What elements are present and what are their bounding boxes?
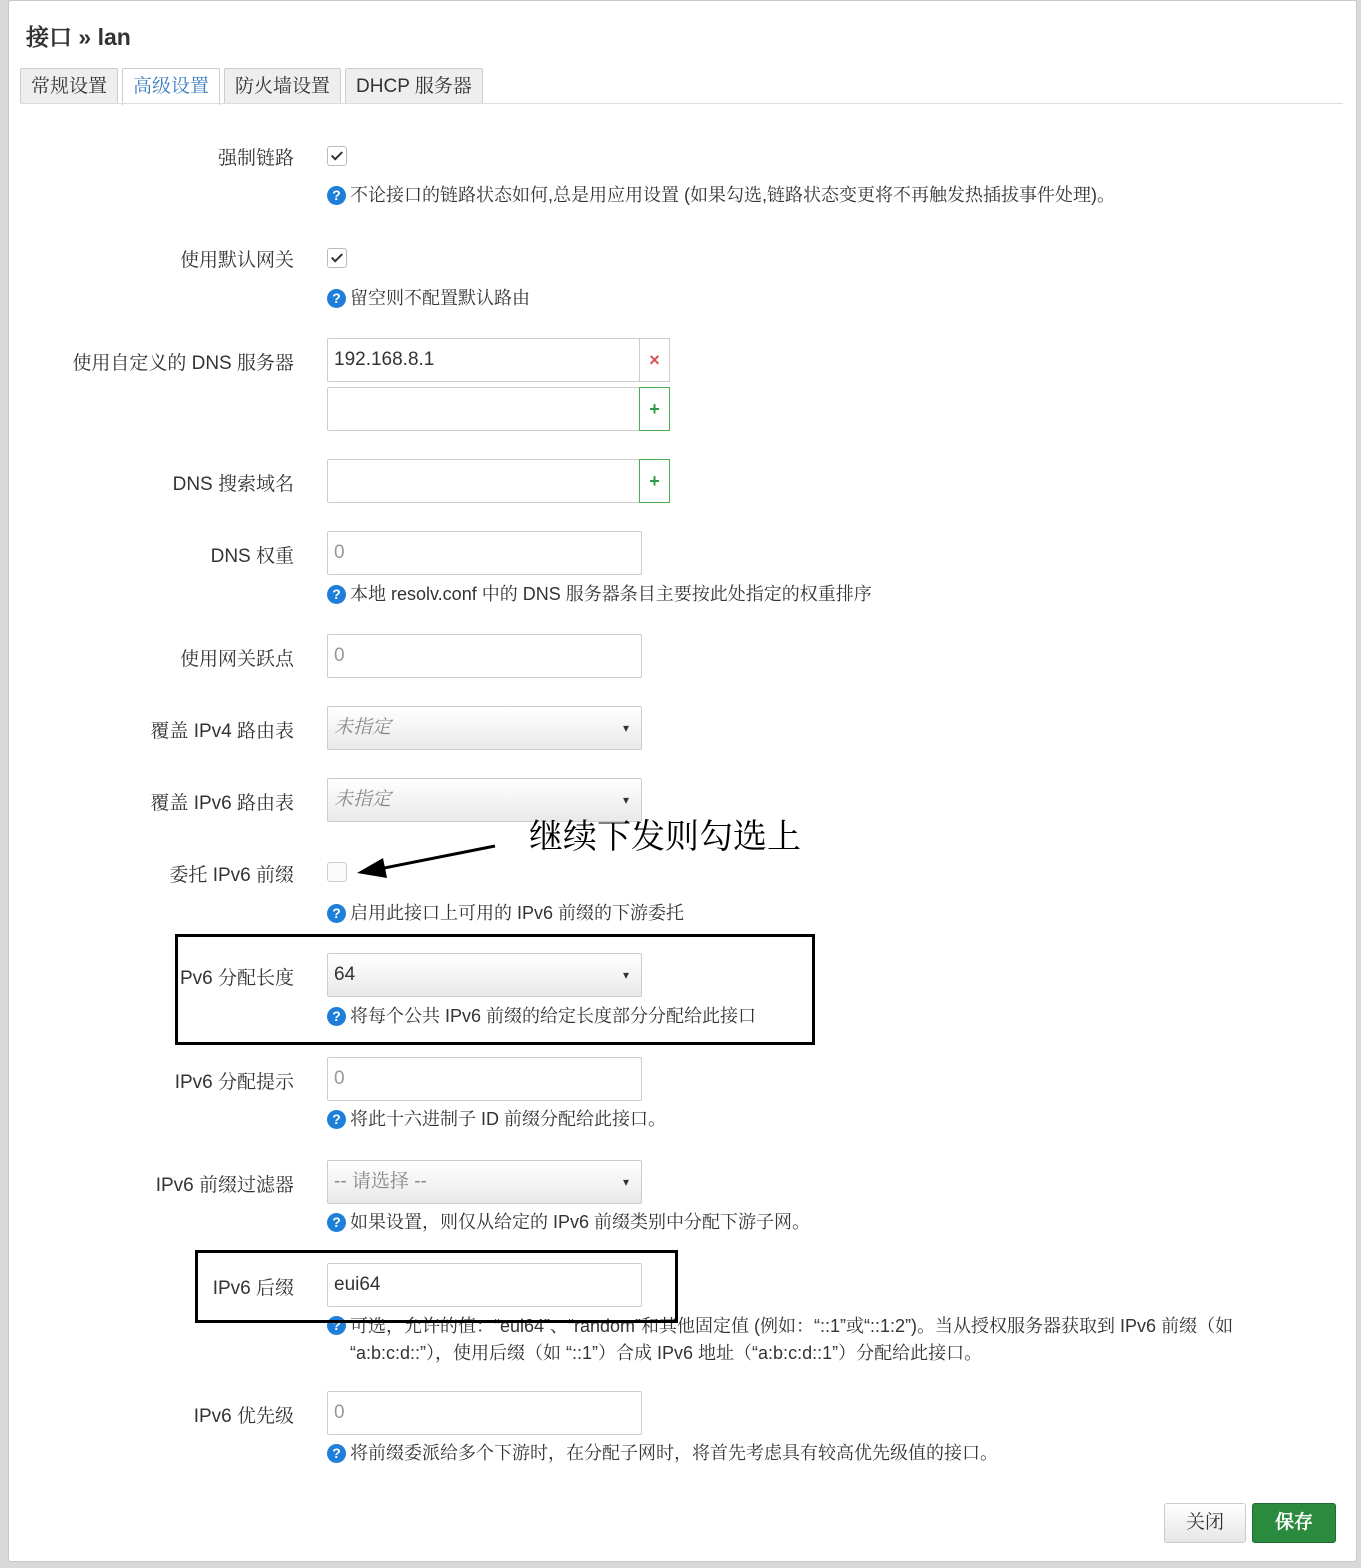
ip6hint-help: ? 将此十六进制子 ID 前缀分配给此接口。 <box>327 1106 666 1133</box>
ip6ifaceid-help: ? 可选，允许的值：“eui64”、“random”和其他固定值 (例如：“::1”或“::1:2”)。当从授权服务器获取到 IPv6 前缀（如 “a:b:c:d::”），使用后缀（如 “::1”）合成 IPv6 地址（“a:b:c:d::1”）分配给此接口。 <box>327 1313 1337 1367</box>
check-icon <box>331 250 343 262</box>
tab-firewall[interactable]: 防火墙设置 <box>224 68 341 104</box>
ip6hint-input[interactable]: 0 <box>327 1057 642 1101</box>
question-circle-icon: ? <box>327 186 346 205</box>
ip6ifaceid-input[interactable]: eui64 <box>327 1263 642 1307</box>
ip6assign-select[interactable]: 64 ▾ <box>327 953 642 997</box>
caret-down-icon: ▾ <box>622 793 629 807</box>
tab-divider <box>20 103 1343 104</box>
question-circle-icon: ? <box>327 1316 346 1335</box>
ip6table-select[interactable]: 未指定 ▾ <box>327 778 642 822</box>
custom-dns-input-2[interactable] <box>327 387 640 431</box>
force-link-checkbox[interactable] <box>327 146 347 166</box>
add-dns-search-button[interactable]: + <box>639 459 670 503</box>
caret-down-icon: ▾ <box>622 968 629 982</box>
ip6weight-help: ? 将前缀委派给多个下游时，在分配子网时，将首先考虑具有较高优先级值的接口。 <box>327 1440 998 1467</box>
ip6class-label: IPv6 前缀过滤器 <box>155 1175 294 1196</box>
dns-metric-input[interactable]: 0 <box>327 531 642 575</box>
custom-dns-input-1[interactable]: 192.168.8.1 <box>327 338 640 382</box>
annotation-text: 继续下发则勾选上 <box>529 818 801 856</box>
tab-advanced[interactable]: 高级设置 <box>122 68 220 105</box>
question-circle-icon: ? <box>327 1444 346 1463</box>
delegate-help: ? 启用此接口上可用的 IPv6 前缀的下游委托 <box>327 900 684 927</box>
custom-dns-label: 使用自定义的 DNS 服务器 <box>72 353 294 374</box>
save-button[interactable]: 保存 <box>1252 1503 1336 1543</box>
close-button[interactable]: 关闭 <box>1164 1503 1246 1543</box>
ip4table-label: 覆盖 IPv4 路由表 <box>150 721 294 742</box>
ip6table-label: 覆盖 IPv6 路由表 <box>150 793 294 814</box>
dns-metric-help: ? 本地 resolv.conf 中的 DNS 服务器条目主要按此处指定的权重排序 <box>327 581 872 608</box>
caret-down-icon: ▾ <box>622 1175 629 1189</box>
ip6weight-label: IPv6 优先级 <box>193 1406 294 1427</box>
question-circle-icon: ? <box>327 1213 346 1232</box>
caret-down-icon: ▾ <box>622 721 629 735</box>
question-circle-icon: ? <box>327 289 346 308</box>
annotation-arrow-icon <box>349 839 509 883</box>
ip6assign-label: Pv6 分配长度 <box>179 968 294 989</box>
ip6class-select[interactable]: -- 请选择 -- ▾ <box>327 1160 642 1204</box>
default-gw-help: ? 留空则不配置默认路由 <box>327 285 530 312</box>
tab-bar <box>20 68 483 104</box>
add-dns-button[interactable]: + <box>639 387 670 431</box>
question-circle-icon: ? <box>327 1007 346 1026</box>
delegate-checkbox[interactable] <box>327 862 347 882</box>
delegate-label: 委托 IPv6 前缀 <box>169 865 294 886</box>
ip6weight-input[interactable]: 0 <box>327 1391 642 1435</box>
highlight-box-suffix <box>195 1250 678 1323</box>
check-icon <box>331 148 343 160</box>
remove-dns-button[interactable]: × <box>639 338 670 382</box>
default-gw-label: 使用默认网关 <box>179 250 294 271</box>
dns-search-label: DNS 搜索域名 <box>172 474 294 495</box>
question-circle-icon: ? <box>327 904 346 923</box>
tab-dhcp[interactable]: DHCP 服务器 <box>345 68 483 104</box>
ip6ifaceid-label: IPv6 后缀 <box>212 1278 294 1299</box>
dns-metric-label: DNS 权重 <box>210 546 294 567</box>
force-link-label: 强制链路 <box>217 148 294 169</box>
ip6assign-help: ? 将每个公共 IPv6 前缀的给定长度部分分配给此接口 <box>327 1003 756 1030</box>
gw-metric-input[interactable]: 0 <box>327 634 642 678</box>
page-title: 接口 » lan <box>26 24 131 50</box>
ip6hint-label: IPv6 分配提示 <box>174 1072 294 1093</box>
interface-modal <box>8 0 1357 1562</box>
dns-search-input[interactable] <box>327 459 640 503</box>
question-circle-icon: ? <box>327 585 346 604</box>
gw-metric-label: 使用网关跃点 <box>179 649 294 670</box>
force-link-help: ? 不论接口的链路状态如何,总是用应用设置 (如果勾选,链路状态变更将不再触发热插拔事件处理)。 <box>327 182 1115 209</box>
ip6class-help: ? 如果设置，则仅从给定的 IPv6 前缀类别中分配下游子网。 <box>327 1209 810 1236</box>
question-circle-icon: ? <box>327 1110 346 1129</box>
default-gw-checkbox[interactable] <box>327 248 347 268</box>
tab-general[interactable]: 常规设置 <box>20 68 118 104</box>
ip4table-select[interactable]: 未指定 ▾ <box>327 706 642 750</box>
